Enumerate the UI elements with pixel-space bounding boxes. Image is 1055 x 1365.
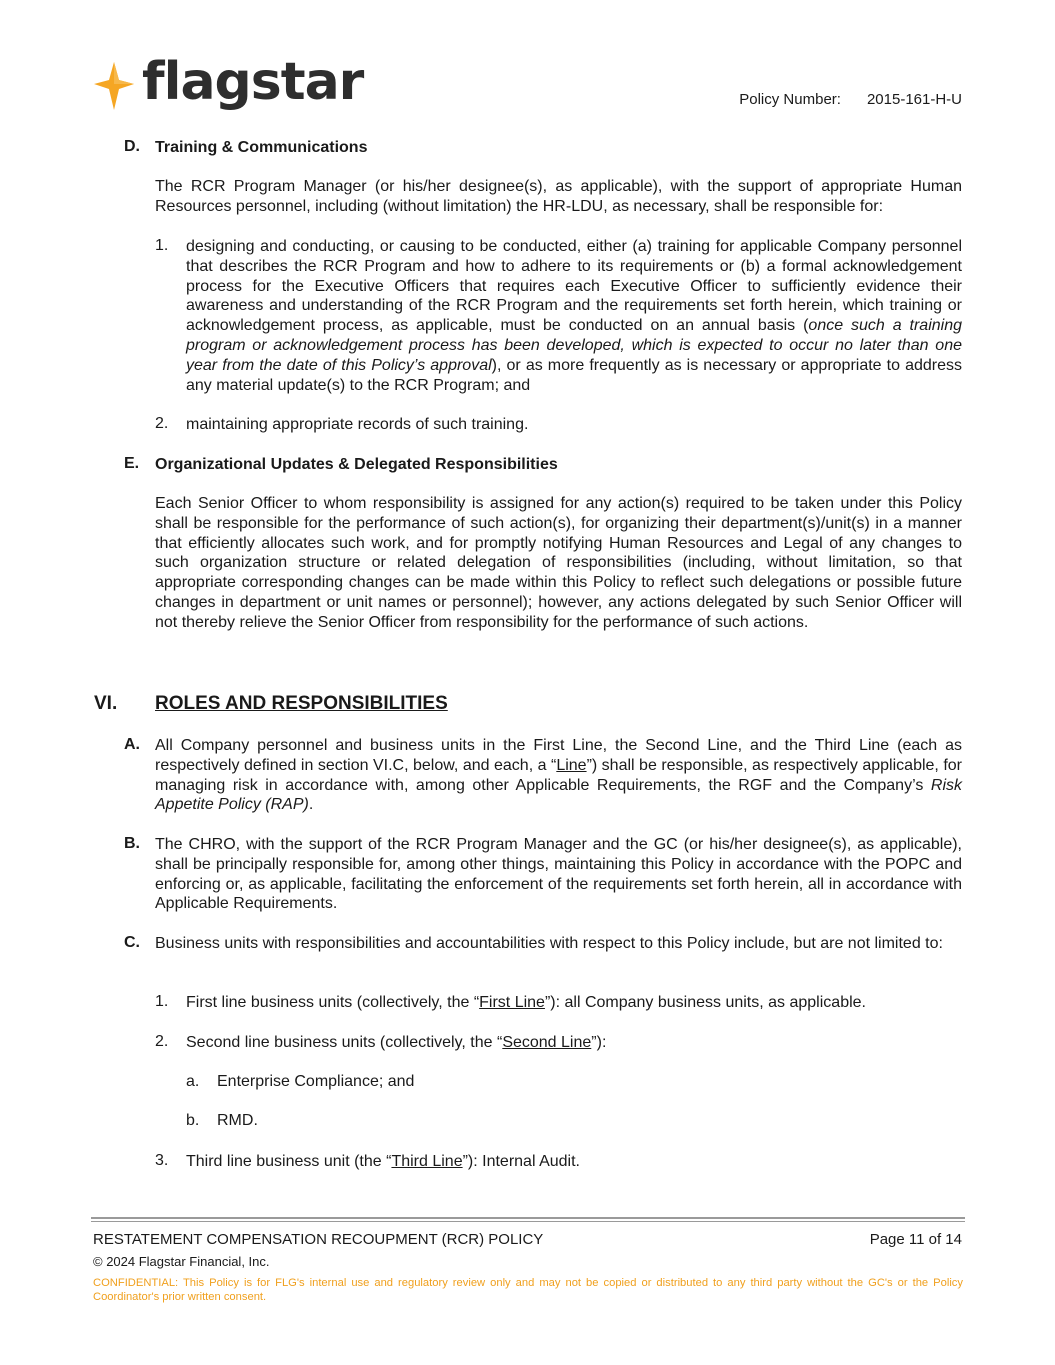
section-vi-c-text: Business units with responsibilities and accountabilities with respect to this Policy include, but are not limited to: xyxy=(155,935,943,952)
c-item-2b-letter: b. xyxy=(186,1112,200,1129)
section-e-body: Each Senior Officer to whom responsibility is assigned for any action(s) required to be taken under this Policy shall be responsible for the performance of such action(s), for organizing their department(s)/unit(s) in a manner that efficiently allocates such work, and for promptly notifying Human Resources and Legal of any changes to such organization structure or related delegation of responsibilities (including, without limitation, so that appropriate corresponding changes can be made within this Policy to reflect such delegations or possible future changes in department or unit names or personnel); however, any actions delegated by such Senior Officer will not thereby relieve the Senior Officer from responsibility for the performance of such actions. xyxy=(155,495,962,631)
section-vi-title: ROLES AND RESPONSIBILITIES xyxy=(155,693,448,714)
section-e-letter: E. xyxy=(124,455,140,472)
section-vi-number: VI. xyxy=(94,693,118,714)
section-vi-a-text: All Company personnel and business units in the First Line, the Second Line, and the Third Line (each as respectively defined in section VI.C, below, and each, a “Line”) shall be responsible, as respectively applicable, for managing risk in accordance with, among other Applicable Requirements, the RGF and the Company’s Risk Appetite Policy (RAP). xyxy=(155,737,963,814)
section-vi-c-letter: C. xyxy=(124,934,140,951)
c-item-2-text: Second line business units (collectively, the “Second Line”): xyxy=(186,1034,607,1051)
d-item-1-text: designing and conducting, or causing to be conducted, either (a) training for applicable Company personnel that describes the RCR Program and how to adhere to its requirements or (b) a formal acknowledgement process for the Executive Officers that requires each Executive Officer to sufficiently evidence their awareness and understanding of the RCR Program and the requirements set forth herein, which training or acknowledgement process, as applicable, must be conducted on an annual basis (once such a training program or acknowledgement process has been developed, which is expected to occur no later than one year from the date of this Policy’s approval), or as more frequently as is necessary or appropriate to address any material update(s) to the RCR Program; and xyxy=(186,238,963,394)
d-item-1-number: 1. xyxy=(155,237,169,254)
c-item-2-number: 2. xyxy=(155,1033,169,1050)
footer-policy-title: RESTATEMENT COMPENSATION RECOUPMENT (RCR) POLICY xyxy=(93,1231,544,1248)
flagstar-logo xyxy=(92,52,364,114)
flagstar-star-icon xyxy=(92,60,136,112)
c-item-2a-text: Enterprise Compliance; and xyxy=(217,1073,415,1090)
footer-divider xyxy=(91,1217,965,1219)
footer-copyright: © 2024 Flagstar Financial, Inc. xyxy=(93,1254,270,1269)
c-item-1-text: First line business units (collectively, the “First Line”): all Company business units, as applicable. xyxy=(186,994,866,1011)
footer-confidential-notice: CONFIDENTIAL: This Policy is for FLG's internal use and regulatory review only and may not be copied or distributed to any third party without the GC's or the Policy Coordinator's prior written consent. xyxy=(93,1277,963,1303)
policy-number-value: 2015-161-H-U xyxy=(866,91,962,108)
policy-number xyxy=(739,91,962,108)
section-e-title: Organizational Updates & Delegated Responsibilities xyxy=(155,456,558,473)
c-item-3-text: Third line business unit (the “Third Line”): Internal Audit. xyxy=(186,1153,580,1170)
section-d-intro: The RCR Program Manager (or his/her designee(s), as applicable), with the support of appropriate Human Resources personnel, including (without limitation) the HR-LDU, as necessary, shall be responsible for: xyxy=(155,178,962,215)
policy-number-label: Policy Number: xyxy=(739,91,841,108)
section-d-letter: D. xyxy=(124,138,140,155)
d-item-2-number: 2. xyxy=(155,415,169,432)
footer-page-number: Page 11 of 14 xyxy=(869,1231,962,1248)
c-item-2b-text: RMD. xyxy=(217,1112,258,1129)
c-item-3-number: 3. xyxy=(155,1152,169,1169)
c-item-2a-letter: a. xyxy=(186,1073,200,1090)
footer-divider-thin xyxy=(91,1221,965,1222)
c-item-1-number: 1. xyxy=(155,993,169,1010)
section-vi-a-letter: A. xyxy=(124,736,140,753)
logo-wordmark: flagstar xyxy=(142,52,364,112)
section-vi-b-text: The CHRO, with the support of the RCR Program Manager and the GC (or his/her designee(s), as applicable), shall be principally responsible for, among other things, maintaining this Policy in accordance with the POPC and enforcing or, as applicable, facilitating the enforcement of the requirements set forth herein, all in accordance with Applicable Requirements. xyxy=(155,836,962,913)
section-vi-b-letter: B. xyxy=(124,835,140,852)
section-d-title: Training & Communications xyxy=(155,139,368,156)
d-item-2-text: maintaining appropriate records of such training. xyxy=(186,416,529,433)
